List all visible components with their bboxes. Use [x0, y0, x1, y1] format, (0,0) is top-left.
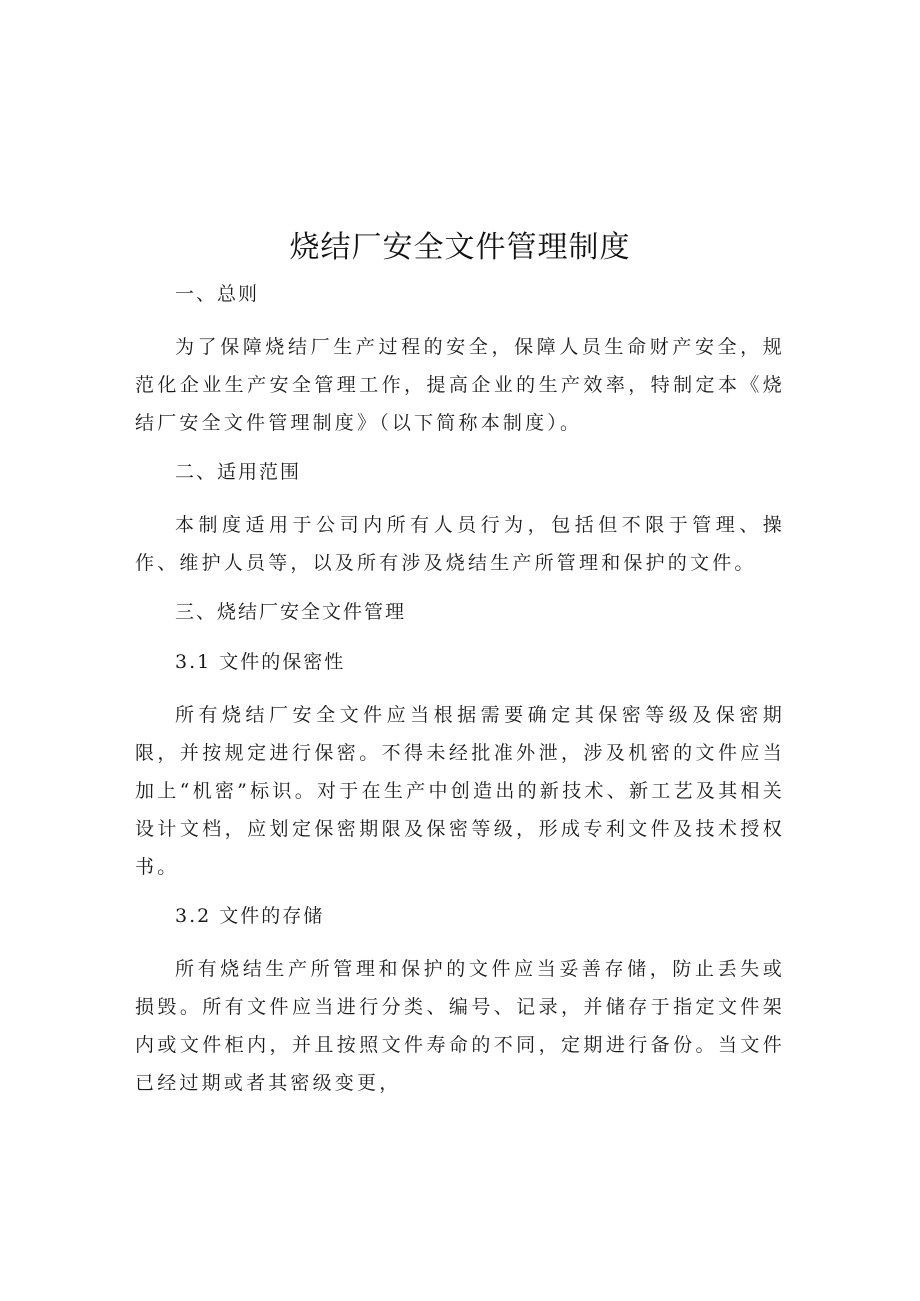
section-heading-file-management: 三、烧结厂安全文件管理: [175, 601, 407, 623]
section-paragraph-scope: 本制度适用于公司内所有人员行为，包括但不限于管理、操作、维护人员等，以及所有涉及烧结生产所管理和保护的文件。: [135, 514, 785, 574]
document-body: [135, 278, 785, 1116]
section-heading-general: 一、总则: [175, 283, 260, 305]
subsection-heading-storage: 3.2 文件的存储: [175, 905, 325, 927]
subsection-heading-confidentiality: 3.1 文件的保密性: [175, 651, 346, 673]
section-paragraph-general: 为了保障烧结厂生产过程的安全，保障人员生命财产安全，规范化企业生产安全管理工作，提高企业的生产效率，特制定本《烧结厂安全文件管理制度》（以下简称本制度）。: [135, 336, 785, 434]
subsection-paragraph-storage: 所有烧结生产所管理和保护的文件应当妥善存储，防止丢失或损毁。所有文件应当进行分类、编号、记录，并储存于指定文件架内或文件柜内，并且按照文件寿命的不同，定期进行备份。当文件已经过期或者其密级变更，: [135, 958, 785, 1094]
subsection-paragraph-confidentiality: 所有烧结厂安全文件应当根据需要确定其保密等级及保密期限，并按规定进行保密。不得未经批准外泄，涉及机密的文件应当加上“机密”标识。对于在生产中创造出的新技术、新工艺及其相关设计文档，应划定保密期限及保密等级，形成专利文件及技术授权书。: [135, 704, 785, 878]
document-title: 烧结厂安全文件管理制度: [289, 230, 631, 265]
section-heading-scope: 二、适用范围: [175, 461, 302, 483]
